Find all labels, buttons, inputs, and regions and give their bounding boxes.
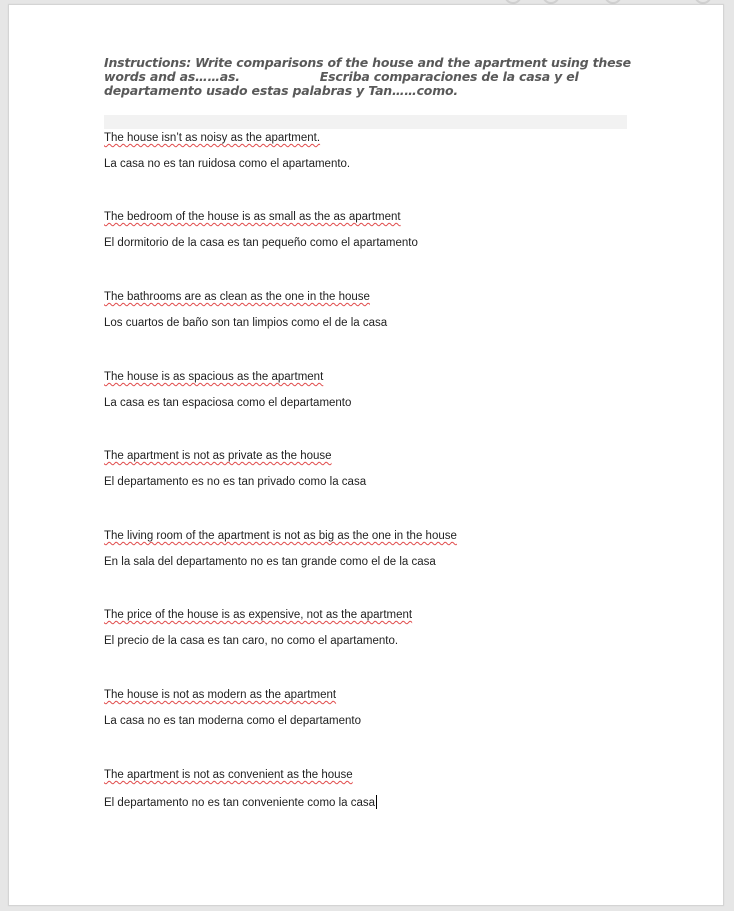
spanish-sentence[interactable]: La casa no es tan moderna como el departamento [104,715,361,727]
english-sentence[interactable]: The house is as spacious as the apartment [104,371,324,383]
document-page[interactable] [8,4,724,906]
spanish-sentence-text: El departamento no es tan conveniente como la casa [104,797,376,809]
instructions-line-2-en: words and as……as. [104,69,240,84]
instructions-heading [104,56,634,98]
spanish-sentence[interactable]: La casa es tan espaciosa como el departamento [104,397,352,409]
instructions-line-3: departamento usado estas palabras y Tan……como. [104,83,458,98]
english-sentence[interactable]: The house is not as modern as the apartment [104,689,337,701]
english-sentence[interactable]: The bedroom of the house is as small as the as apartment [104,211,401,223]
english-sentence[interactable]: The apartment is not as convenient as the house [104,769,353,781]
empty-shaded-line [104,115,627,129]
spanish-sentence[interactable]: El precio de la casa es tan caro, no como el apartamento. [104,635,399,647]
instructions-line-2-es: Escriba comparaciones de la casa y el [319,69,579,84]
english-sentence[interactable]: The price of the house is as expensive, not as the apartment [104,609,413,621]
spanish-sentence[interactable]: El dormitorio de la casa es tan pequeño como el apartamento [104,237,418,249]
english-sentence[interactable]: The house isn’t as noisy as the apartment. [104,132,321,144]
spanish-sentence[interactable]: La casa no es tan ruidosa como el apartamento. [104,158,351,170]
spanish-sentence[interactable]: El departamento es no es tan privado como la casa [104,476,367,488]
english-sentence[interactable]: The bathrooms are as clean as the one in the house [104,291,370,303]
spanish-sentence[interactable]: En la sala del departamento no es tan grande como el de la casa [104,556,436,568]
text-cursor [376,795,377,809]
spanish-sentence[interactable]: Los cuartos de baño son tan limpios como el de la casa [104,317,388,329]
instructions-line-1: Instructions: Write comparisons of the house and the apartment using these [104,55,631,70]
english-sentence[interactable]: The apartment is not as private as the house [104,450,332,462]
spanish-sentence[interactable] [104,795,377,809]
instructions-line-2 [104,70,634,84]
english-sentence[interactable]: The living room of the apartment is not as big as the one in the house [104,530,457,542]
